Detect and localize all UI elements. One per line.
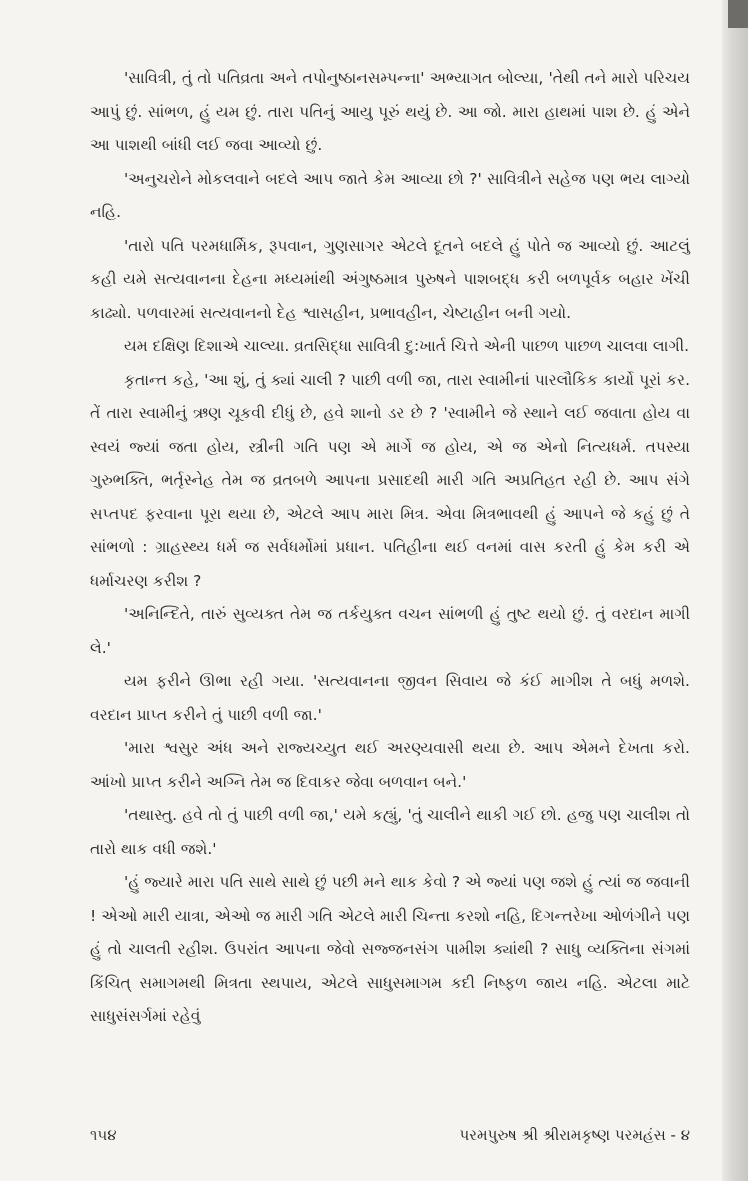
- page-edge-shadow: [728, 0, 748, 28]
- paragraph: 'તારો પતિ પરમધાર્મિક, રૂપવાન, ગુણસાગર એટલે દૂતને બદલે હું પોતે જ આવ્યો છું. આટલું કહી યમે સત્યવાનના દેહના મધ્યમાંથી અંગુષ્ઠમાત્ર પુરુષને પાશબદ્ધ કરી બળપૂર્વક બહાર ખેંચી કાઢ્યો. પળવારમાં સત્યવાનનો દેહ શ્વાસહીન, પ્રભાવહીન, ચેષ્ટાહીન બની ગયો.: [90, 236, 690, 322]
- paragraph: 'હું જ્યારે મારા પતિ સાથે સાથે છું પછી મને થાક કેવો ? એ જ્યાં પણ જશે હું ત્યાં જ જવાની ! એઓ મારી યાત્રા, એઓ જ મારી ગતિ એટલે મારી ચિન્તા કરશો નહિ, દિગન્તરેખા ઓળંગીને પણ હું તો ચાલતી રહીશ. ઉપરાંત આપના જેવો સજ્જનસંગ પામીશ ક્યાંથી ? સાધુ વ્યક્તિના સંગમાં કિંચિત્ સમાગમથી મિત્રતા સ્થપાય, એટલે સાધુસમાગમ કદી નિષ્ફળ જાય નહિ. એટલા માટે સાધુસંસર્ગમાં રહેવું: [90, 873, 690, 1025]
- paragraph: 'તથાસ્તુ. હવે તો તું પાછી વળી જા,' યમે કહ્યું, 'તું ચાલીને થાકી ગઈ છો. હજુ પણ ચાલીશ તો તારો થાક વધી જશે.': [90, 806, 690, 858]
- paragraph: 'અનુચરોને મોકલવાને બદલે આપ જાતે કેમ આવ્યા છો ?' સાવિત્રીને સહેજ પણ ભય લાગ્યો નહિ.: [90, 169, 690, 221]
- paragraph: કૃતાન્ત કહે, 'આ શું, તું ક્યાં ચાલી ? પાછી વળી જા, તારા સ્વામીનાં પારલૌકિક કાર્યો પૂરાં કર. તેં તારા સ્વામીનું ઋણ ચૂકવી દીધું છે, હવે શાનો ડર છે ? 'સ્વામીને જે સ્થાને લઈ જવાતા હોય વા સ્વયં જ્યાં જતા હોય, સ્ત્રીની ગતિ પણ એ માર્ગે જ હોય, એ જ એનો નિત્યધર્મ. તપસ્યા ગુરુભક્તિ, ભર્તૃસ્નેહ તેમ જ વ્રતબળે આપના પ્રસાદથી મારી ગતિ અપ્રતિહત રહી છે. આપ સંગે સપ્તપદ ફરવાના પૂરા થયા છે, એટલે આપ મારા મિત્ર. એવા મિત્રભાવથી હું આપને જે કહું છું તે સાંભળો : ગ્રાહસ્થ્ય ધર્મ જ સર્વધર્મોમાં પ્રધાન. પતિહીના થઈ વનમાં વાસ કરતી હું કેમ કરી એ ધર્માચરણ કરીશ ?: [90, 370, 690, 590]
- page-number: ૧૫૪: [90, 1126, 117, 1144]
- paragraph: 'સાવિત્રી, તું તો પતિવ્રતા અને તપોનુષ્ઠાનસમ્પન્ના' અભ્યાગત બોલ્યા, 'તેથી તને મારો પરિચય આપું છું. સાંભળ, હું યમ છું. તારા પતિનું આયુ પૂરું થયું છે. આ જો. મારા હાથમાં પાશ છે. હું એને આ પાશથી બાંધી લઈ જવા આવ્યો છું.: [90, 69, 690, 154]
- paragraph: યમ ફરીને ઊભા રહી ગયા. 'સત્યવાનના જીવન સિવાય જે કંઈ માગીશ તે બધું મળશે. વરદાન પ્રાપ્ત કરીને તું પાછી વળી જા.': [90, 672, 690, 724]
- paragraph: 'અનિન્દિતે, તારું સુવ્યક્ત તેમ જ તર્કયુક્ત વચન સાંભળી હું તુષ્ટ થયો છું. તું વરદાન માગી લે.': [90, 605, 690, 657]
- page-edge: [722, 0, 748, 1181]
- paragraph: 'મારા શ્વસુર અંધ અને રાજ્યચ્યુત થઈ અરણ્યવાસી થયા છે. આપ એમને દેખતા કરો. આંખો પ્રાપ્ત કરીને અગ્નિ તેમ જ દિવાકર જેવા બળવાન બને.': [90, 739, 690, 791]
- paragraph: યમ દક્ષિણ દિશાએ ચાલ્યા. વ્રતસિદ્ધા સાવિત્રી દુ:ખાર્ત ચિત્તે એની પાછળ પાછળ ચાલવા લાગી.: [124, 337, 690, 355]
- book-title: પરમપુરુષ શ્રી શ્રીરામકૃષ્ણ પરમહંસ - ૪: [459, 1126, 690, 1144]
- body-text: [90, 62, 690, 1034]
- page-footer: [90, 1120, 690, 1150]
